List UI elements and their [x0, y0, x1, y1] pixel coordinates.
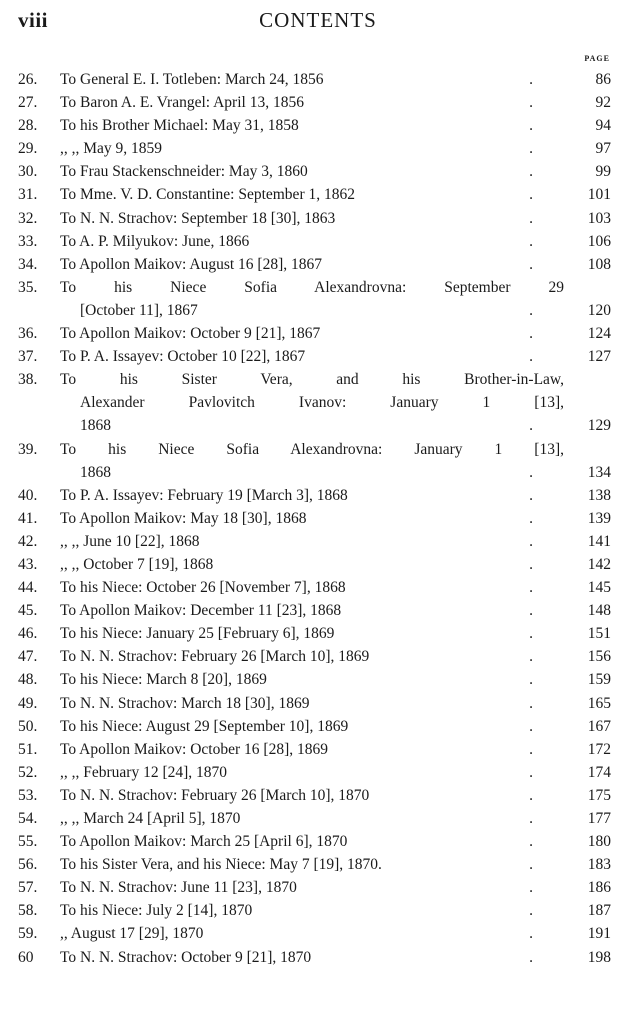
- entry-number: 28.: [18, 117, 38, 135]
- entry-number: 55.: [18, 833, 38, 851]
- entry-number: 56.: [18, 856, 38, 874]
- entry-title-line: [0, 276, 636, 299]
- toc-entry: [0, 899, 636, 922]
- leader-dots: .: [529, 879, 533, 897]
- entry-title-line: [0, 68, 636, 91]
- entry-title: To N. N. Strachov: February 26 [March 10], 1869: [60, 648, 370, 666]
- entry-title: Alexander Pavlovitch Ivanov: January 1 [13],: [80, 394, 564, 412]
- entry-title: To Baron A. E. Vrangel: April 13, 1856: [60, 94, 304, 112]
- toc-entry: [0, 922, 636, 945]
- entry-title-line: [0, 645, 636, 668]
- toc-entry: [0, 530, 636, 553]
- entry-number: 57.: [18, 879, 38, 897]
- entry-page-number: 86: [595, 71, 611, 88]
- entry-page-number: 186: [587, 879, 611, 897]
- leader-dots: .: [529, 717, 533, 735]
- entry-title-line: [0, 576, 636, 599]
- entry-page-number: 198: [587, 948, 611, 966]
- entry-number: 51.: [18, 740, 38, 758]
- toc-entry: [0, 322, 636, 345]
- entry-title: To his Niece: August 29 [September 10], 1869: [60, 717, 349, 735]
- entry-title: To A. P. Milyukov: June, 1866: [60, 232, 250, 250]
- entry-page-number: 148: [587, 602, 611, 620]
- entry-number: 41.: [18, 509, 38, 527]
- toc-entry: [0, 507, 636, 530]
- entry-title: To Apollon Maikov: October 16 [28], 1869: [60, 740, 328, 758]
- entry-number: 42.: [18, 532, 38, 550]
- entry-title-line: [0, 715, 636, 738]
- entry-page-number: 108: [587, 255, 611, 273]
- entry-title: To his Sister Vera, and his Brother-in-Law,: [60, 371, 564, 389]
- leader-dots: .: [529, 417, 533, 435]
- entry-number: 44.: [18, 579, 38, 597]
- entry-title-line: [0, 899, 636, 922]
- entry-title: To P. A. Issayev: February 19 [March 3], 1868: [60, 486, 348, 504]
- entry-title: To his Niece: October 26 [November 7], 1868: [60, 579, 346, 597]
- leader-dots: .: [529, 232, 533, 250]
- leader-dots: .: [529, 301, 533, 319]
- toc-entry: [0, 645, 636, 668]
- entry-title-line: [0, 738, 636, 761]
- entry-title-line: [0, 322, 636, 345]
- page-folio: viii: [18, 8, 49, 32]
- page-column-label: PAGE: [584, 54, 610, 63]
- entry-title-line: [0, 391, 636, 414]
- toc-entry: [0, 599, 636, 622]
- entry-number: 50.: [18, 717, 38, 735]
- leader-dots: .: [529, 740, 533, 758]
- entry-title: To his Sister Vera, and his Niece: May 7 [19], 1870.: [60, 856, 382, 874]
- toc-entry: [0, 738, 636, 761]
- leader-dots: .: [529, 925, 533, 943]
- entry-title-line: [0, 876, 636, 899]
- entry-title-line: [0, 692, 636, 715]
- leader-dots: .: [529, 325, 533, 343]
- entry-page-number: 97: [595, 140, 611, 158]
- entry-number: 32.: [18, 209, 38, 227]
- leader-dots: .: [529, 532, 533, 550]
- entry-number: 59.: [18, 925, 38, 943]
- toc-entry: [0, 91, 636, 114]
- leader-dots: .: [529, 648, 533, 666]
- entry-number: 52.: [18, 763, 38, 781]
- entry-page-number: 145: [587, 579, 611, 597]
- entry-title: [October 11], 1867: [80, 301, 198, 319]
- entry-title: To his Niece: July 2 [14], 1870: [60, 902, 253, 920]
- entry-title: To N. N. Strachov: June 11 [23], 1870: [60, 879, 297, 897]
- entry-title-line: [0, 230, 636, 253]
- entry-title-line: [0, 830, 636, 853]
- entry-title-line: [0, 160, 636, 183]
- entry-title: ,, ,, June 10 [22], 1868: [60, 532, 200, 550]
- entry-number: 47.: [18, 648, 38, 666]
- entry-page-number: 177: [587, 810, 611, 827]
- entry-number: 34.: [18, 255, 38, 273]
- toc-entry: [0, 207, 636, 230]
- entry-title-line: [0, 622, 636, 645]
- entry-title: To N. N. Strachov: October 9 [21], 1870: [60, 948, 312, 966]
- leader-dots: .: [529, 486, 533, 504]
- entry-number: 26.: [18, 71, 38, 88]
- entry-title: To Apollon Maikov: October 9 [21], 1867: [60, 325, 321, 343]
- entry-title: To N. N. Strachov: September 18 [30], 1863: [60, 209, 336, 227]
- entry-title-line: [0, 253, 636, 276]
- leader-dots: .: [529, 602, 533, 620]
- entry-page-number: 180: [587, 833, 611, 851]
- leader-dots: .: [529, 902, 533, 920]
- entry-title: To Apollon Maikov: December 11 [23], 1868: [60, 602, 342, 620]
- entry-title: ,, ,, October 7 [19], 1868: [60, 555, 214, 573]
- entry-page-number: 139: [587, 509, 611, 527]
- toc-entry: [0, 715, 636, 738]
- leader-dots: .: [529, 117, 533, 135]
- entry-title: To Mme. V. D. Constantine: September 1, 1862: [60, 186, 355, 204]
- table-of-contents: [0, 68, 636, 969]
- toc-entry: [0, 438, 636, 484]
- entry-page-number: 159: [587, 671, 611, 689]
- entry-title-line: [0, 368, 636, 391]
- entry-number: 36.: [18, 325, 38, 343]
- leader-dots: .: [529, 810, 533, 827]
- toc-entry: [0, 68, 636, 91]
- entry-title-line: [0, 114, 636, 137]
- entry-page-number: 92: [595, 94, 611, 112]
- entry-title: To General E. I. Totleben: March 24, 1856: [60, 71, 324, 88]
- entry-title-line: [0, 91, 636, 114]
- entry-title: ,, August 17 [29], 1870: [60, 925, 204, 943]
- entry-title-line: [0, 761, 636, 784]
- entry-title-line: [0, 461, 636, 484]
- toc-entry: [0, 253, 636, 276]
- entry-page-number: 120: [587, 301, 611, 319]
- entry-page-number: 106: [587, 232, 611, 250]
- entry-number: 27.: [18, 94, 38, 112]
- leader-dots: .: [529, 625, 533, 643]
- entry-page-number: 142: [587, 555, 611, 573]
- toc-entry: [0, 345, 636, 368]
- entry-number: 60: [18, 948, 34, 966]
- leader-dots: .: [529, 94, 533, 112]
- entry-number: 48.: [18, 671, 38, 689]
- toc-entry: [0, 183, 636, 206]
- entry-page-number: 156: [587, 648, 611, 666]
- entry-title-line: [0, 484, 636, 507]
- toc-entry: [0, 946, 636, 969]
- leader-dots: .: [529, 348, 533, 366]
- entry-title: To his Niece: March 8 [20], 1869: [60, 671, 267, 689]
- entry-page-number: 165: [587, 694, 611, 712]
- leader-dots: .: [529, 579, 533, 597]
- entry-title: To N. N. Strachov: March 18 [30], 1869: [60, 694, 310, 712]
- leader-dots: .: [529, 140, 533, 158]
- toc-entry: [0, 368, 636, 437]
- toc-entry: [0, 784, 636, 807]
- entry-title: ,, ,, February 12 [24], 1870: [60, 763, 228, 781]
- entry-title-line: [0, 784, 636, 807]
- entry-number: 30.: [18, 163, 38, 181]
- entry-title-line: [0, 299, 636, 322]
- entry-number: 35.: [18, 278, 38, 296]
- toc-entry: [0, 484, 636, 507]
- entry-page-number: 124: [587, 325, 611, 343]
- entry-page-number: 99: [595, 163, 611, 181]
- entry-title-line: [0, 553, 636, 576]
- leader-dots: .: [529, 948, 533, 966]
- entry-page-number: 103: [587, 209, 611, 227]
- entry-number: 29.: [18, 140, 38, 158]
- entry-number: 43.: [18, 555, 38, 573]
- entry-page-number: 183: [587, 856, 611, 874]
- leader-dots: .: [529, 856, 533, 874]
- entry-title-line: [0, 599, 636, 622]
- toc-entry: [0, 160, 636, 183]
- entry-title: To Apollon Maikov: May 18 [30], 1868: [60, 509, 307, 527]
- entry-number: 58.: [18, 902, 38, 920]
- entry-page-number: 134: [587, 463, 611, 481]
- leader-dots: .: [529, 786, 533, 804]
- entry-title-line: [0, 207, 636, 230]
- entry-title: To Apollon Maikov: August 16 [28], 1867: [60, 255, 322, 273]
- toc-entry: [0, 692, 636, 715]
- entry-number: 39.: [18, 440, 38, 458]
- entry-page-number: 172: [587, 740, 611, 758]
- leader-dots: .: [529, 833, 533, 851]
- leader-dots: .: [529, 763, 533, 781]
- leader-dots: .: [529, 671, 533, 689]
- leader-dots: .: [529, 255, 533, 273]
- entry-title: 1868: [80, 463, 111, 481]
- entry-title-line: [0, 438, 636, 461]
- leader-dots: .: [529, 209, 533, 227]
- entry-title-line: [0, 507, 636, 530]
- entry-page-number: 187: [587, 902, 611, 920]
- entry-page-number: 129: [587, 417, 611, 435]
- entry-page-number: 94: [595, 117, 611, 135]
- entry-page-number: 127: [587, 348, 611, 366]
- entry-number: 46.: [18, 625, 38, 643]
- entry-title: To P. A. Issayev: October 10 [22], 1867: [60, 348, 306, 366]
- leader-dots: .: [529, 509, 533, 527]
- entry-title-line: [0, 414, 636, 437]
- entry-page-number: 191: [587, 925, 611, 943]
- page-title: CONTENTS: [259, 8, 377, 32]
- toc-entry: [0, 830, 636, 853]
- toc-entry: [0, 114, 636, 137]
- leader-dots: .: [529, 555, 533, 573]
- entry-title: 1868: [80, 417, 111, 435]
- toc-entry: [0, 668, 636, 691]
- entry-title: To his Niece Sofia Alexandrovna: January 1 [13],: [60, 440, 564, 458]
- leader-dots: .: [529, 186, 533, 204]
- entry-page-number: 141: [587, 532, 611, 550]
- toc-entry: [0, 622, 636, 645]
- toc-entry: [0, 137, 636, 160]
- entry-page-number: 174: [587, 763, 611, 781]
- toc-entry: [0, 761, 636, 784]
- entry-page-number: 175: [587, 786, 611, 804]
- entry-page-number: 167: [587, 717, 611, 735]
- toc-entry: [0, 276, 636, 322]
- entry-title-line: [0, 183, 636, 206]
- entry-number: 49.: [18, 694, 38, 712]
- toc-entry: [0, 553, 636, 576]
- entry-title-line: [0, 137, 636, 160]
- entry-title-line: [0, 807, 636, 830]
- entry-title-line: [0, 345, 636, 368]
- entry-title: To Frau Stackenschneider: May 3, 1860: [60, 163, 308, 181]
- entry-number: 31.: [18, 186, 38, 204]
- entry-page-number: 101: [587, 186, 611, 204]
- leader-dots: .: [529, 694, 533, 712]
- entry-title: To his Brother Michael: May 31, 1858: [60, 117, 299, 135]
- entry-title: To his Niece: January 25 [February 6], 1869: [60, 625, 335, 643]
- leader-dots: .: [529, 163, 533, 181]
- toc-entry: [0, 576, 636, 599]
- entry-number: 38.: [18, 371, 38, 389]
- entry-number: 40.: [18, 486, 38, 504]
- entry-title: ,, ,, March 24 [April 5], 1870: [60, 810, 241, 827]
- entry-title: To Apollon Maikov: March 25 [April 6], 1870: [60, 833, 348, 851]
- entry-title: ,, ,, May 9, 1859: [60, 140, 163, 158]
- entry-title-line: [0, 530, 636, 553]
- entry-title-line: [0, 946, 636, 969]
- entry-number: 37.: [18, 348, 38, 366]
- entry-number: 33.: [18, 232, 38, 250]
- toc-entry: [0, 807, 636, 830]
- entry-title-line: [0, 668, 636, 691]
- toc-entry: [0, 876, 636, 899]
- entry-title-line: [0, 922, 636, 945]
- entry-title: To N. N. Strachov: February 26 [March 10], 1870: [60, 786, 370, 804]
- leader-dots: .: [529, 463, 533, 481]
- leader-dots: .: [529, 71, 533, 88]
- toc-entry: [0, 230, 636, 253]
- entry-page-number: 151: [587, 625, 611, 643]
- entry-number: 45.: [18, 602, 38, 620]
- toc-entry: [0, 853, 636, 876]
- entry-page-number: 138: [587, 486, 611, 504]
- entry-title: To his Niece Sofia Alexandrovna: September 29: [60, 278, 564, 296]
- entry-title-line: [0, 853, 636, 876]
- entry-number: 54.: [18, 810, 38, 827]
- entry-number: 53.: [18, 786, 38, 804]
